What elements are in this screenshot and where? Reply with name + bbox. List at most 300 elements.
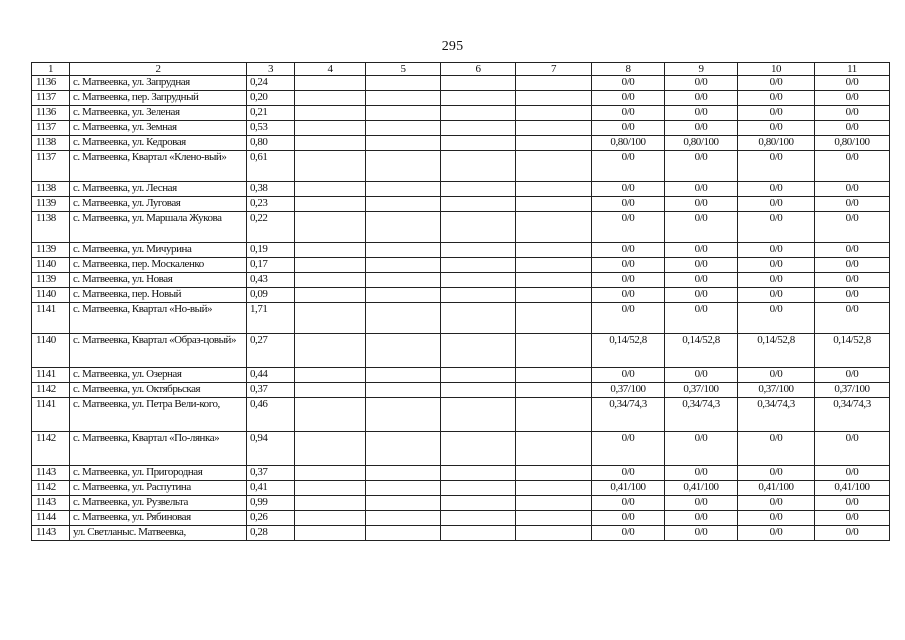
table-row (32, 368, 890, 383)
value-cell: 0/0 (665, 511, 738, 526)
empty-cell (441, 334, 516, 368)
empty-cell (366, 466, 441, 481)
street-name-cell: с. Матвеевка, ул. Земная (70, 121, 247, 136)
empty-cell (366, 334, 441, 368)
length-cell: 0,43 (247, 273, 295, 288)
value-cell: 0/0 (592, 76, 665, 91)
street-name-cell: с. Матвеевка, ул. Зеленая (70, 106, 247, 121)
table-row (32, 212, 890, 243)
street-name-cell: с. Матвеевка, ул. Озерная (70, 368, 247, 383)
value-cell: 0/0 (592, 303, 665, 334)
empty-cell (366, 481, 441, 496)
table-row (32, 496, 890, 511)
empty-cell (366, 303, 441, 334)
street-name-cell: с. Матвеевка, ул. Рузвельта (70, 496, 247, 511)
empty-cell (441, 496, 516, 511)
length-cell: 0,28 (247, 526, 295, 541)
value-cell: 0/0 (592, 432, 665, 466)
row-number-cell: 1138 (32, 136, 70, 151)
street-name-cell: с. Матвеевка, Квартал «Образ-цовый» (70, 334, 247, 368)
row-number-cell: 1136 (32, 76, 70, 91)
value-cell: 0/0 (738, 106, 815, 121)
length-cell: 0,26 (247, 511, 295, 526)
value-cell: 0/0 (738, 121, 815, 136)
empty-cell (366, 288, 441, 303)
length-cell: 0,53 (247, 121, 295, 136)
value-cell: 0/0 (592, 526, 665, 541)
value-cell: 0,14/52,8 (665, 334, 738, 368)
table-row (32, 526, 890, 541)
empty-cell (295, 511, 366, 526)
street-name-cell: с. Матвеевка, ул. Луговая (70, 197, 247, 212)
value-cell: 0/0 (665, 526, 738, 541)
value-cell: 0/0 (738, 76, 815, 91)
empty-cell (366, 91, 441, 106)
value-cell: 0/0 (738, 466, 815, 481)
empty-cell (295, 136, 366, 151)
value-cell: 0/0 (665, 76, 738, 91)
length-cell: 0,17 (247, 258, 295, 273)
empty-cell (366, 432, 441, 466)
street-name-cell: с. Матвеевка, Квартал «Клено-вый» (70, 151, 247, 182)
row-number-cell: 1142 (32, 432, 70, 466)
value-cell: 0/0 (815, 511, 890, 526)
length-cell: 1,71 (247, 303, 295, 334)
empty-cell (441, 258, 516, 273)
value-cell: 0,37/100 (665, 383, 738, 398)
length-cell: 0,23 (247, 197, 295, 212)
value-cell: 0/0 (665, 91, 738, 106)
value-cell: 0,34/74,3 (592, 398, 665, 432)
value-cell: 0/0 (738, 182, 815, 197)
value-cell: 0/0 (665, 496, 738, 511)
empty-cell (366, 121, 441, 136)
empty-cell (516, 243, 592, 258)
value-cell: 0/0 (815, 106, 890, 121)
value-cell: 0/0 (592, 182, 665, 197)
empty-cell (516, 91, 592, 106)
value-cell: 0/0 (592, 106, 665, 121)
empty-cell (441, 526, 516, 541)
row-number-cell: 1139 (32, 273, 70, 288)
value-cell: 0/0 (815, 151, 890, 182)
table-row (32, 258, 890, 273)
value-cell: 0/0 (815, 526, 890, 541)
empty-cell (295, 334, 366, 368)
value-cell: 0/0 (665, 273, 738, 288)
value-cell: 0/0 (665, 466, 738, 481)
length-cell: 0,24 (247, 76, 295, 91)
empty-cell (516, 466, 592, 481)
row-number-cell: 1139 (32, 197, 70, 212)
value-cell: 0/0 (815, 197, 890, 212)
value-cell: 0/0 (665, 151, 738, 182)
value-cell: 0/0 (592, 197, 665, 212)
value-cell: 0,41/100 (815, 481, 890, 496)
empty-cell (366, 496, 441, 511)
empty-cell (366, 106, 441, 121)
value-cell: 0/0 (738, 212, 815, 243)
empty-cell (441, 212, 516, 243)
empty-cell (516, 182, 592, 197)
value-cell: 0,37/100 (592, 383, 665, 398)
street-name-cell: с. Матвеевка, ул. Распутина (70, 481, 247, 496)
value-cell: 0/0 (592, 496, 665, 511)
empty-cell (516, 511, 592, 526)
value-cell: 0,80/100 (738, 136, 815, 151)
value-cell: 0/0 (665, 368, 738, 383)
value-cell: 0/0 (815, 243, 890, 258)
empty-cell (441, 466, 516, 481)
empty-cell (441, 106, 516, 121)
value-cell: 0,41/100 (738, 481, 815, 496)
empty-cell (295, 496, 366, 511)
table-row (32, 511, 890, 526)
length-cell: 0,61 (247, 151, 295, 182)
empty-cell (441, 481, 516, 496)
empty-cell (366, 383, 441, 398)
header-row (32, 63, 890, 76)
street-name-cell: с. Матвеевка, ул. Новая (70, 273, 247, 288)
street-name-cell: с. Матвеевка, ул. Рябиновая (70, 511, 247, 526)
street-name-cell: с. Матвеевка, пер. Запрудный (70, 91, 247, 106)
table-row (32, 121, 890, 136)
value-cell: 0/0 (738, 273, 815, 288)
table-row (32, 383, 890, 398)
column-header: 10 (738, 63, 815, 76)
table-row (32, 303, 890, 334)
value-cell: 0/0 (665, 303, 738, 334)
table-row (32, 151, 890, 182)
empty-cell (441, 273, 516, 288)
length-cell: 0,37 (247, 383, 295, 398)
empty-cell (366, 76, 441, 91)
value-cell: 0/0 (665, 212, 738, 243)
value-cell: 0/0 (815, 258, 890, 273)
empty-cell (516, 273, 592, 288)
column-header: 6 (441, 63, 516, 76)
street-name-cell: с. Матвеевка, ул. Маршала Жукова (70, 212, 247, 243)
value-cell: 0,37/100 (738, 383, 815, 398)
length-cell: 0,94 (247, 432, 295, 466)
empty-cell (295, 526, 366, 541)
row-number-cell: 1143 (32, 466, 70, 481)
empty-cell (295, 466, 366, 481)
empty-cell (516, 432, 592, 466)
empty-cell (516, 288, 592, 303)
empty-cell (441, 151, 516, 182)
empty-cell (366, 243, 441, 258)
value-cell: 0,41/100 (665, 481, 738, 496)
table-row (32, 197, 890, 212)
empty-cell (366, 398, 441, 432)
value-cell: 0/0 (815, 496, 890, 511)
length-cell: 0,19 (247, 243, 295, 258)
length-cell: 0,37 (247, 466, 295, 481)
table-row (32, 288, 890, 303)
value-cell: 0,14/52,8 (815, 334, 890, 368)
street-name-cell: с. Матвеевка, ул. Запрудная (70, 76, 247, 91)
street-name-cell: с. Матвеевка, ул. Октябрьская (70, 383, 247, 398)
value-cell: 0/0 (665, 106, 738, 121)
value-cell: 0/0 (815, 288, 890, 303)
empty-cell (441, 398, 516, 432)
empty-cell (366, 197, 441, 212)
value-cell: 0/0 (815, 466, 890, 481)
value-cell: 0/0 (738, 511, 815, 526)
value-cell: 0/0 (592, 466, 665, 481)
value-cell: 0/0 (815, 91, 890, 106)
empty-cell (295, 368, 366, 383)
empty-cell (441, 197, 516, 212)
value-cell: 0/0 (738, 303, 815, 334)
empty-cell (295, 303, 366, 334)
table-row (32, 466, 890, 481)
table-row (32, 136, 890, 151)
row-number-cell: 1139 (32, 243, 70, 258)
value-cell: 0/0 (665, 288, 738, 303)
length-cell: 0,20 (247, 91, 295, 106)
table-row (32, 432, 890, 466)
empty-cell (516, 151, 592, 182)
column-header: 7 (516, 63, 592, 76)
table-row (32, 398, 890, 432)
row-number-cell: 1140 (32, 334, 70, 368)
value-cell: 0/0 (592, 288, 665, 303)
row-number-cell: 1138 (32, 212, 70, 243)
value-cell: 0/0 (665, 243, 738, 258)
row-number-cell: 1138 (32, 182, 70, 197)
table-row (32, 243, 890, 258)
column-header: 5 (366, 63, 441, 76)
row-number-cell: 1142 (32, 383, 70, 398)
empty-cell (516, 212, 592, 243)
value-cell: 0/0 (665, 197, 738, 212)
value-cell: 0/0 (592, 91, 665, 106)
value-cell: 0/0 (738, 243, 815, 258)
empty-cell (295, 258, 366, 273)
table-row (32, 481, 890, 496)
value-cell: 0/0 (592, 212, 665, 243)
value-cell: 0/0 (592, 243, 665, 258)
value-cell: 0,34/74,3 (738, 398, 815, 432)
column-header: 11 (815, 63, 890, 76)
value-cell: 0/0 (592, 273, 665, 288)
value-cell: 0,14/52,8 (592, 334, 665, 368)
value-cell: 0,37/100 (815, 383, 890, 398)
street-name-cell: с. Матвеевка, ул. Кедровая (70, 136, 247, 151)
value-cell: 0/0 (592, 368, 665, 383)
row-number-cell: 1141 (32, 398, 70, 432)
table-row (32, 182, 890, 197)
value-cell: 0,34/74,3 (815, 398, 890, 432)
empty-cell (295, 383, 366, 398)
street-name-cell: с. Матвеевка, пер. Москаленко (70, 258, 247, 273)
empty-cell (516, 481, 592, 496)
street-name-cell: с. Матвеевка, Квартал «Но-вый» (70, 303, 247, 334)
empty-cell (366, 182, 441, 197)
street-name-cell: с. Матвеевка, ул. Мичурина (70, 243, 247, 258)
row-number-cell: 1140 (32, 288, 70, 303)
length-cell: 0,38 (247, 182, 295, 197)
row-number-cell: 1137 (32, 121, 70, 136)
row-number-cell: 1140 (32, 258, 70, 273)
empty-cell (516, 197, 592, 212)
empty-cell (295, 432, 366, 466)
row-number-cell: 1137 (32, 91, 70, 106)
empty-cell (441, 432, 516, 466)
empty-cell (295, 197, 366, 212)
value-cell: 0/0 (665, 258, 738, 273)
empty-cell (366, 212, 441, 243)
column-header: 9 (665, 63, 738, 76)
data-table (31, 62, 890, 541)
value-cell: 0,14/52,8 (738, 334, 815, 368)
empty-cell (441, 288, 516, 303)
table-row (32, 76, 890, 91)
length-cell: 0,46 (247, 398, 295, 432)
empty-cell (295, 182, 366, 197)
empty-cell (441, 368, 516, 383)
length-cell: 0,27 (247, 334, 295, 368)
empty-cell (516, 136, 592, 151)
street-name-cell: с. Матвеевка, Квартал «По-лянка» (70, 432, 247, 466)
column-header: 2 (70, 63, 247, 76)
value-cell: 0/0 (738, 151, 815, 182)
column-header: 1 (32, 63, 70, 76)
empty-cell (366, 368, 441, 383)
empty-cell (295, 481, 366, 496)
empty-cell (366, 151, 441, 182)
page-number: 295 (441, 39, 464, 54)
table-row (32, 106, 890, 121)
row-number-cell: 1141 (32, 368, 70, 383)
value-cell: 0/0 (592, 151, 665, 182)
empty-cell (516, 303, 592, 334)
empty-cell (441, 76, 516, 91)
empty-cell (441, 121, 516, 136)
empty-cell (295, 76, 366, 91)
value-cell: 0/0 (738, 432, 815, 466)
table-row (32, 91, 890, 106)
value-cell: 0/0 (738, 91, 815, 106)
empty-cell (441, 91, 516, 106)
value-cell: 0/0 (815, 303, 890, 334)
empty-cell (295, 212, 366, 243)
length-cell: 0,99 (247, 496, 295, 511)
value-cell: 0/0 (592, 121, 665, 136)
row-number-cell: 1144 (32, 511, 70, 526)
empty-cell (295, 243, 366, 258)
empty-cell (295, 91, 366, 106)
empty-cell (516, 334, 592, 368)
length-cell: 0,09 (247, 288, 295, 303)
street-name-cell: с. Матвеевка, пер. Новый (70, 288, 247, 303)
value-cell: 0/0 (665, 182, 738, 197)
table-row (32, 334, 890, 368)
value-cell: 0/0 (592, 258, 665, 273)
empty-cell (295, 288, 366, 303)
value-cell: 0/0 (738, 526, 815, 541)
row-number-cell: 1141 (32, 303, 70, 334)
length-cell: 0,44 (247, 368, 295, 383)
empty-cell (295, 151, 366, 182)
empty-cell (295, 398, 366, 432)
value-cell: 0/0 (815, 368, 890, 383)
street-name-cell: с. Матвеевка, ул. Лесная (70, 182, 247, 197)
street-name-cell: с. Матвеевка, ул. Петра Вели-кого, (70, 398, 247, 432)
table-body (32, 76, 890, 541)
empty-cell (441, 182, 516, 197)
empty-cell (516, 526, 592, 541)
value-cell: 0/0 (815, 212, 890, 243)
value-cell: 0/0 (665, 432, 738, 466)
empty-cell (516, 121, 592, 136)
empty-cell (295, 273, 366, 288)
empty-cell (516, 496, 592, 511)
value-cell: 0,80/100 (815, 136, 890, 151)
value-cell: 0/0 (815, 182, 890, 197)
empty-cell (441, 511, 516, 526)
empty-cell (366, 511, 441, 526)
empty-cell (516, 368, 592, 383)
empty-cell (295, 106, 366, 121)
value-cell: 0/0 (665, 121, 738, 136)
value-cell: 0/0 (592, 511, 665, 526)
empty-cell (516, 383, 592, 398)
empty-cell (516, 398, 592, 432)
empty-cell (441, 383, 516, 398)
value-cell: 0/0 (815, 121, 890, 136)
value-cell: 0/0 (815, 273, 890, 288)
row-number-cell: 1143 (32, 496, 70, 511)
value-cell: 0/0 (738, 197, 815, 212)
column-header: 4 (295, 63, 366, 76)
empty-cell (516, 76, 592, 91)
length-cell: 0,41 (247, 481, 295, 496)
value-cell: 0/0 (815, 76, 890, 91)
street-name-cell: с. Матвеевка, ул. Пригородная (70, 466, 247, 481)
empty-cell (366, 273, 441, 288)
street-name-cell: ул. Светланыс. Матвеевка, (70, 526, 247, 541)
column-header: 3 (247, 63, 295, 76)
empty-cell (366, 258, 441, 273)
value-cell: 0/0 (738, 496, 815, 511)
empty-cell (366, 136, 441, 151)
value-cell: 0/0 (738, 368, 815, 383)
value-cell: 0,34/74,3 (665, 398, 738, 432)
empty-cell (441, 136, 516, 151)
empty-cell (516, 258, 592, 273)
table-row (32, 273, 890, 288)
length-cell: 0,80 (247, 136, 295, 151)
value-cell: 0/0 (815, 432, 890, 466)
empty-cell (295, 121, 366, 136)
empty-cell (366, 526, 441, 541)
row-number-cell: 1136 (32, 106, 70, 121)
row-number-cell: 1143 (32, 526, 70, 541)
value-cell: 0/0 (738, 288, 815, 303)
empty-cell (441, 243, 516, 258)
value-cell: 0,41/100 (592, 481, 665, 496)
length-cell: 0,22 (247, 212, 295, 243)
length-cell: 0,21 (247, 106, 295, 121)
row-number-cell: 1142 (32, 481, 70, 496)
empty-cell (441, 303, 516, 334)
empty-cell (516, 106, 592, 121)
value-cell: 0,80/100 (592, 136, 665, 151)
row-number-cell: 1137 (32, 151, 70, 182)
